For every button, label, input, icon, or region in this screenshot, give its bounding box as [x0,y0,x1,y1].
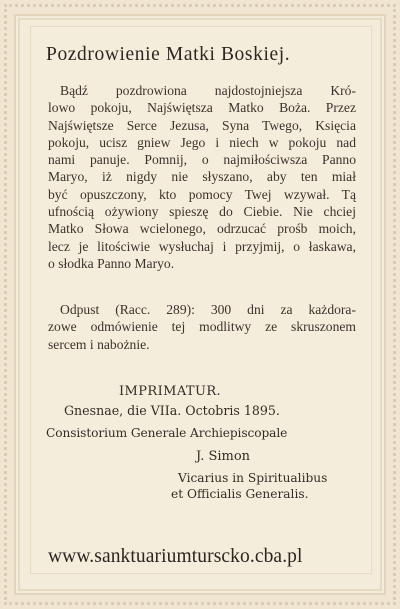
indulgence-note [48,301,356,353]
prayer-line: lecz je litościwie wysłuchaj i przyjmij, o łaskawa, [48,238,356,254]
imprimatur-name: J. Simon [196,449,251,464]
prayer-line: Matko Słowa wcielonego, odrzucać prośb moich, [48,221,356,237]
imprimatur-place-date: Gnesnae, die VIIa. Octobris 1895. [64,403,280,418]
prayer-line: lowo pokoju, Najświętsza Matko Boża. Przez [48,100,356,116]
prayer-text [48,82,356,272]
indulgence-line: sercem i nabożnie. [48,336,150,352]
prayer-title: Pozdrowienie Matki Boskiej. [46,44,291,65]
prayer-line: Najświętsze Serce Jezusa, Syna Twego, Księcia [48,117,356,133]
prayer-line: ufnością ożywiony spieszę do Ciebie. Nie chciej [48,204,356,220]
prayer-line: Maryo, iż nigdy nie słyszano, aby ten miał [48,169,356,185]
prayer-line: pokoju, ucisz gniew Jego i niech w pokoju nad [48,134,356,150]
website-url: www.sanktuariumturscko.cba.pl [48,546,303,567]
prayer-line: o słodka Panno Maryo. [48,255,175,271]
prayer-line: być opuszczony, kto pomocy Twej wzywał. Tą [48,186,356,202]
imprimatur-office-line-1: Vicarius in Spiritualibus [178,471,328,485]
prayer-line: nami panuje. Pomnij, o najmiłościwsza Panno [48,152,356,168]
indulgence-line: Odpust (Racc. 289): 300 dni za każdora- [60,302,356,317]
indulgence-line: zowe odmówienie tej modlitwy ze skruszonem [48,319,356,335]
imprimatur-office-line-2: et Officialis Generalis. [171,487,309,501]
imprimatur-consistorium: Consistorium Generale Archiepiscopale [46,426,288,440]
prayer-line: Bądź pozdrowiona najdostojniejsza Kró- [60,83,356,98]
imprimatur-title: IMPRIMATUR. [119,384,222,399]
